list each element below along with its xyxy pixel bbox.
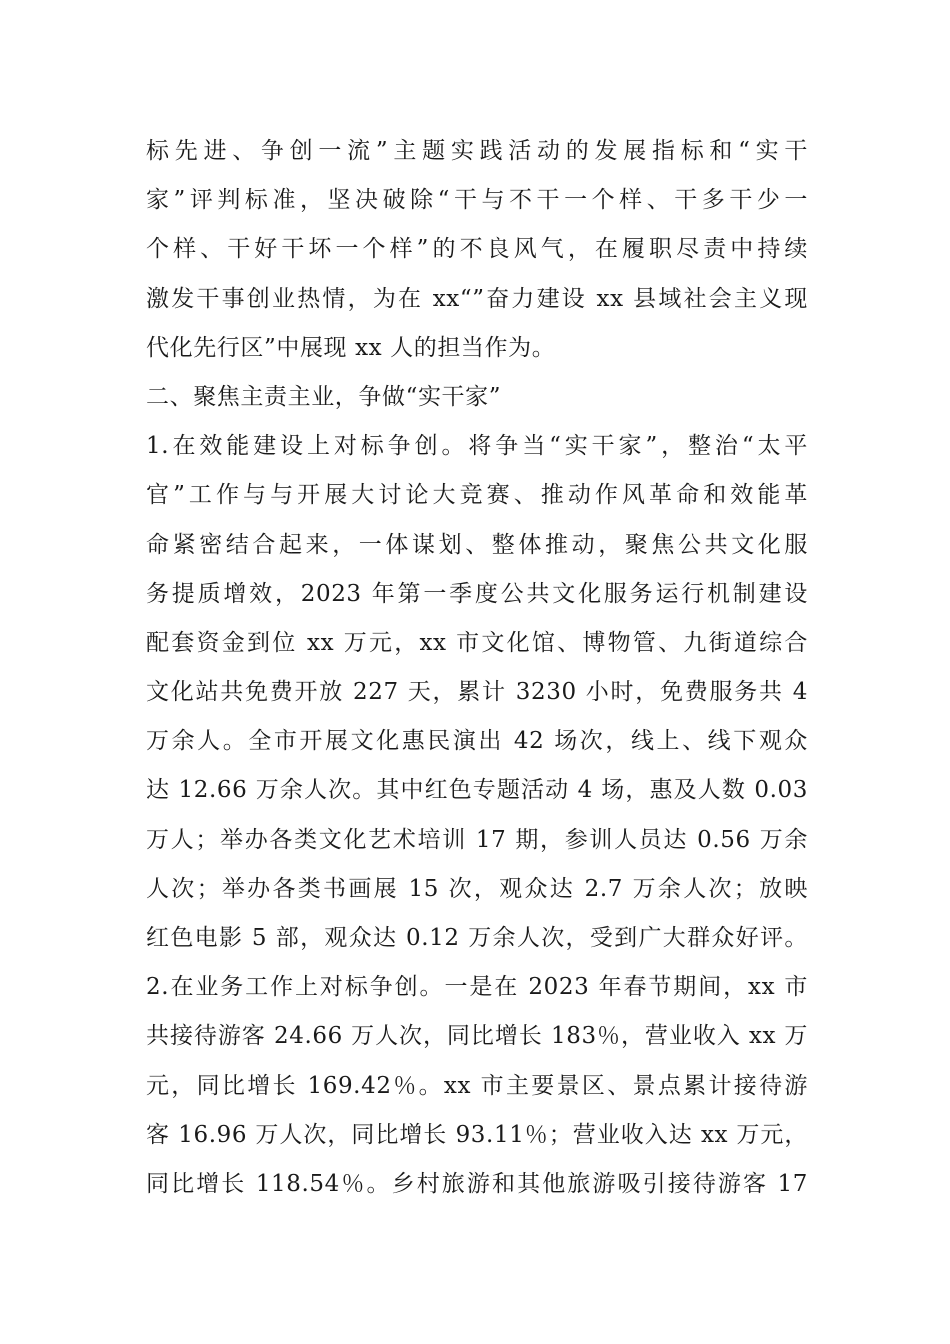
text-line-7: 1.在效能建设上对标争创。将争当“实干家”，整治“太平: [146, 433, 808, 460]
text-line-19: 共接待游客 24.66 万人次，同比增长 183％，营业收入 xx 万: [146, 1023, 808, 1050]
text-line-18: 2.在业务工作上对标争创。一是在 2023 年春节期间，xx 市: [146, 974, 808, 1001]
text-line-10: 务提质增效，2023 年第一季度公共文化服务运行机制建设: [146, 580, 808, 607]
text-line-9: 命紧密结合起来，一体谋划、整体推动，聚焦公共文化服: [146, 531, 808, 558]
text-line-12: 文化站共免费开放 227 天，累计 3230 小时，免费服务共 4: [146, 679, 808, 706]
text-line-11: 配套资金到位 xx 万元，xx 市文化馆、博物管、九街道综合: [146, 629, 808, 656]
text-line-14: 达 12.66 万余人次。其中红色专题活动 4 场，惠及人数 0.03: [146, 777, 808, 804]
document-body: [146, 127, 808, 1209]
section-heading: 二、聚焦主责主业，争做“实干家”: [146, 383, 502, 410]
text-line-13: 万余人。全市开展文化惠民演出 42 场次，线上、线下观众: [146, 728, 808, 755]
text-line-17: 红色电影 5 部，观众达 0.12 万余人次，受到广大群众好评。: [146, 925, 808, 951]
text-line-1: 标先进、争创一流”主题实践活动的发展指标和“实干: [146, 138, 808, 164]
text-line-16: 人次；举办各类书画展 15 次，观众达 2.7 万余人次；放映: [146, 875, 808, 902]
text-line-15: 万人；举办各类文化艺术培训 17 期，参训人员达 0.56 万余: [146, 826, 808, 853]
text-line-22: 同比增长 118.54％。乡村旅游和其他旅游吸引接待游客 17: [146, 1170, 808, 1197]
text-line-4: 激发干事创业热情，为在 xx“”奋力建设 xx 县域社会主义现: [146, 285, 808, 312]
text-line-21: 客 16.96 万人次，同比增长 93.11％；营业收入达 xx 万元，: [146, 1121, 808, 1148]
text-line-2: 家”评判标准，坚决破除“干与不干一个样、干多干少一: [146, 187, 808, 214]
text-line-8: 官”工作与与开展大讨论大竞赛、推动作风革命和效能革: [146, 482, 808, 509]
text-line-5: 代化先行区”中展现 xx 人的担当作为。: [146, 334, 556, 361]
text-line-20: 元，同比增长 169.42％。xx 市主要景区、景点累计接待游: [146, 1072, 808, 1099]
text-line-3: 个样、干好干坏一个样”的不良风气，在履职尽责中持续: [146, 236, 808, 263]
